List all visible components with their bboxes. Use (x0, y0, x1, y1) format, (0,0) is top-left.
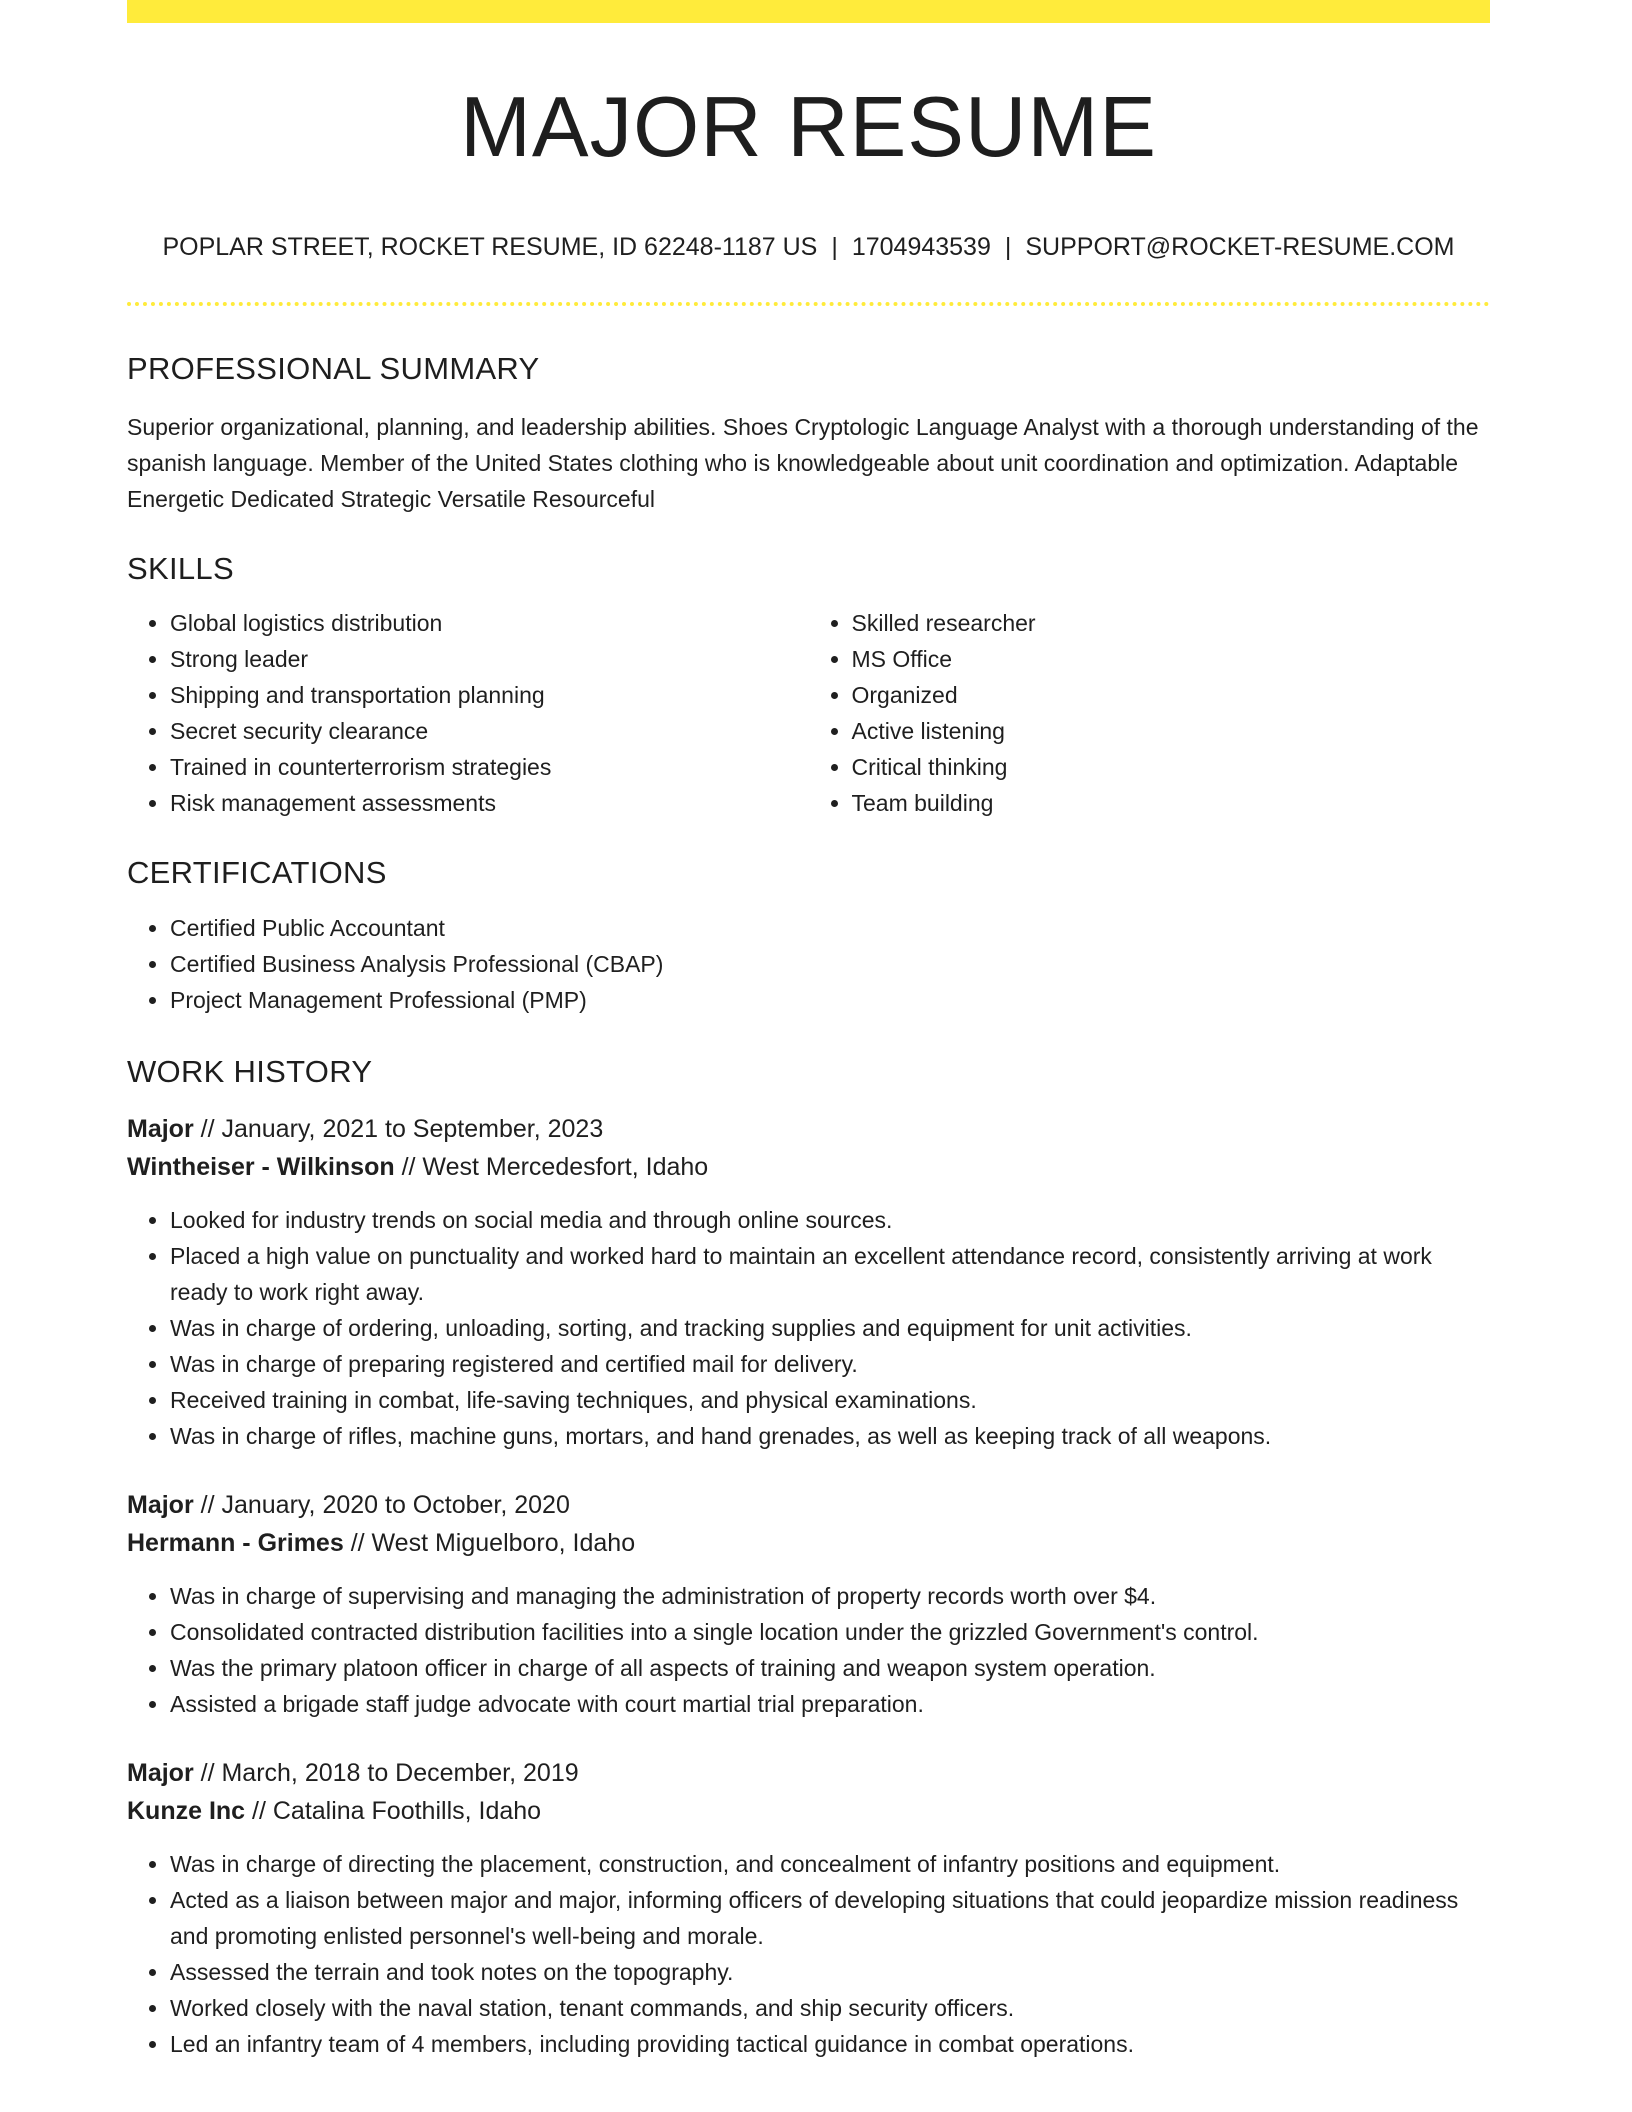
job-title: Major (127, 1114, 194, 1143)
job-title-line (127, 1754, 1490, 1792)
skill-item: • Active listening (852, 713, 1491, 749)
skill-item: • Secret security clearance (170, 713, 809, 749)
skills-section (127, 550, 1490, 821)
job-location: // West Mercedesfort, Idaho (394, 1152, 709, 1181)
contact-email: SUPPORT@ROCKET-RESUME.COM (1025, 233, 1455, 261)
job-company-line (127, 1524, 1490, 1562)
certifications-section (127, 854, 1490, 1017)
certifications-list (127, 910, 1490, 1018)
job-company: Kunze Inc (127, 1796, 246, 1825)
summary-heading: PROFESSIONAL SUMMARY (127, 351, 540, 386)
header-divider (127, 302, 1490, 306)
job-company-line (127, 1148, 1490, 1186)
skill-item: • Trained in counterterrorism strategies (170, 749, 809, 785)
job-company-line (127, 1792, 1490, 1830)
certification-item: • Certified Business Analysis Professional (CBAP) (170, 946, 1490, 982)
work-history-section (127, 1053, 1490, 2062)
job-dates: // March, 2018 to December, 2019 (193, 1758, 579, 1787)
skill-item: • Skilled researcher (852, 605, 1491, 641)
job-company: Hermann - Grimes (127, 1528, 344, 1557)
contact-line (127, 232, 1490, 262)
skill-item: • Risk management assessments (170, 785, 809, 821)
job-bullets (127, 1202, 1490, 1454)
job-bullet: • Was in charge of rifles, machine guns, mortars, and hand grenades, as well as keeping track of all weapons. (170, 1418, 1490, 1454)
job-bullet: • Acted as a liaison between major and major, informing officers of developing situations that could jeopardize mission readiness and promoting enlisted personnel's well-being and morale. (170, 1882, 1490, 1954)
job-title-line (127, 1486, 1490, 1524)
certification-item: • Project Management Professional (PMP) (170, 982, 1490, 1018)
summary-section (127, 350, 1490, 517)
skill-item: • Team building (852, 785, 1491, 821)
certification-item: • Certified Public Accountant (170, 910, 1490, 946)
job-entry (127, 1486, 1490, 1722)
summary-text: Superior organizational, planning, and leadership abilities. Shoes Cryptologic Language Analyst with a thorough understanding of the spanish language. Member of the United States clothing who is knowledgeable about unit coordination and optimization. Adaptable Energetic Dedicated Strategic Versatile Resourceful (127, 414, 1479, 513)
contact-separator: | (1004, 233, 1012, 261)
job-company: Wintheiser - Wilkinson (127, 1152, 395, 1181)
contact-phone: 1704943539 (851, 233, 991, 261)
job-bullets (127, 1846, 1490, 2062)
resume-page (127, 0, 1490, 2062)
job-dates: // January, 2020 to October, 2020 (193, 1490, 570, 1519)
accent-bar (127, 0, 1490, 23)
job-bullet: • Worked closely with the naval station, tenant commands, and ship security officers. (170, 1990, 1490, 2026)
resume-name: MAJOR RESUME (460, 80, 1157, 175)
skill-item: • MS Office (852, 641, 1491, 677)
job-bullet: • Assessed the terrain and took notes on the topography. (170, 1954, 1490, 1990)
skill-item: • Strong leader (170, 641, 809, 677)
job-bullet: • Placed a high value on punctuality and worked hard to maintain an excellent attendance record, consistently arriving at work ready to work right away. (170, 1238, 1490, 1310)
job-title: Major (127, 1490, 194, 1519)
job-bullet: • Received training in combat, life-saving techniques, and physical examinations. (170, 1382, 1490, 1418)
work-history-heading: WORK HISTORY (127, 1053, 373, 1089)
contact-separator: | (831, 233, 838, 261)
job-bullet: • Assisted a brigade staff judge advocate with court martial trial preparation. (170, 1686, 1490, 1722)
job-bullet: • Was in charge of preparing registered and certified mail for delivery. (170, 1346, 1490, 1382)
job-title-line (127, 1110, 1490, 1148)
skill-item: • Global logistics distribution (170, 605, 809, 641)
skill-item: • Shipping and transportation planning (170, 677, 809, 713)
job-bullet: • Was in charge of supervising and managing the administration of property records worth over $4. (170, 1578, 1490, 1614)
job-title: Major (127, 1758, 194, 1787)
skill-item: • Critical thinking (852, 749, 1491, 785)
job-entry (127, 1754, 1490, 2062)
job-entry (127, 1110, 1490, 1454)
skill-item: • Organized (852, 677, 1491, 713)
job-bullet: • Consolidated contracted distribution facilities into a single location under the grizzled Government's control. (170, 1614, 1490, 1650)
contact-address: POPLAR STREET, ROCKET RESUME, ID 62248-1187 US (162, 233, 818, 261)
skills-left-list (127, 605, 809, 821)
skills-right-list (809, 605, 1491, 821)
job-bullet: • Looked for industry trends on social media and through online sources. (170, 1202, 1490, 1238)
job-bullet: • Was in charge of ordering, unloading, sorting, and tracking supplies and equipment for unit activities. (170, 1310, 1490, 1346)
job-location: // Catalina Foothills, Idaho (245, 1796, 542, 1825)
job-bullet: • Led an infantry team of 4 members, including providing tactical guidance in combat operations. (170, 2026, 1490, 2062)
job-location: // West Miguelboro, Idaho (343, 1528, 636, 1557)
job-bullets (127, 1578, 1490, 1722)
job-bullet: • Was the primary platoon officer in charge of all aspects of training and weapon system operation. (170, 1650, 1490, 1686)
job-dates: // January, 2021 to September, 2023 (193, 1114, 604, 1143)
skills-grid (127, 605, 1490, 821)
skills-heading: SKILLS (127, 551, 234, 587)
certifications-heading: CERTIFICATIONS (127, 855, 387, 891)
job-bullet: • Was in charge of directing the placement, construction, and concealment of infantry positions and equipment. (170, 1846, 1490, 1882)
